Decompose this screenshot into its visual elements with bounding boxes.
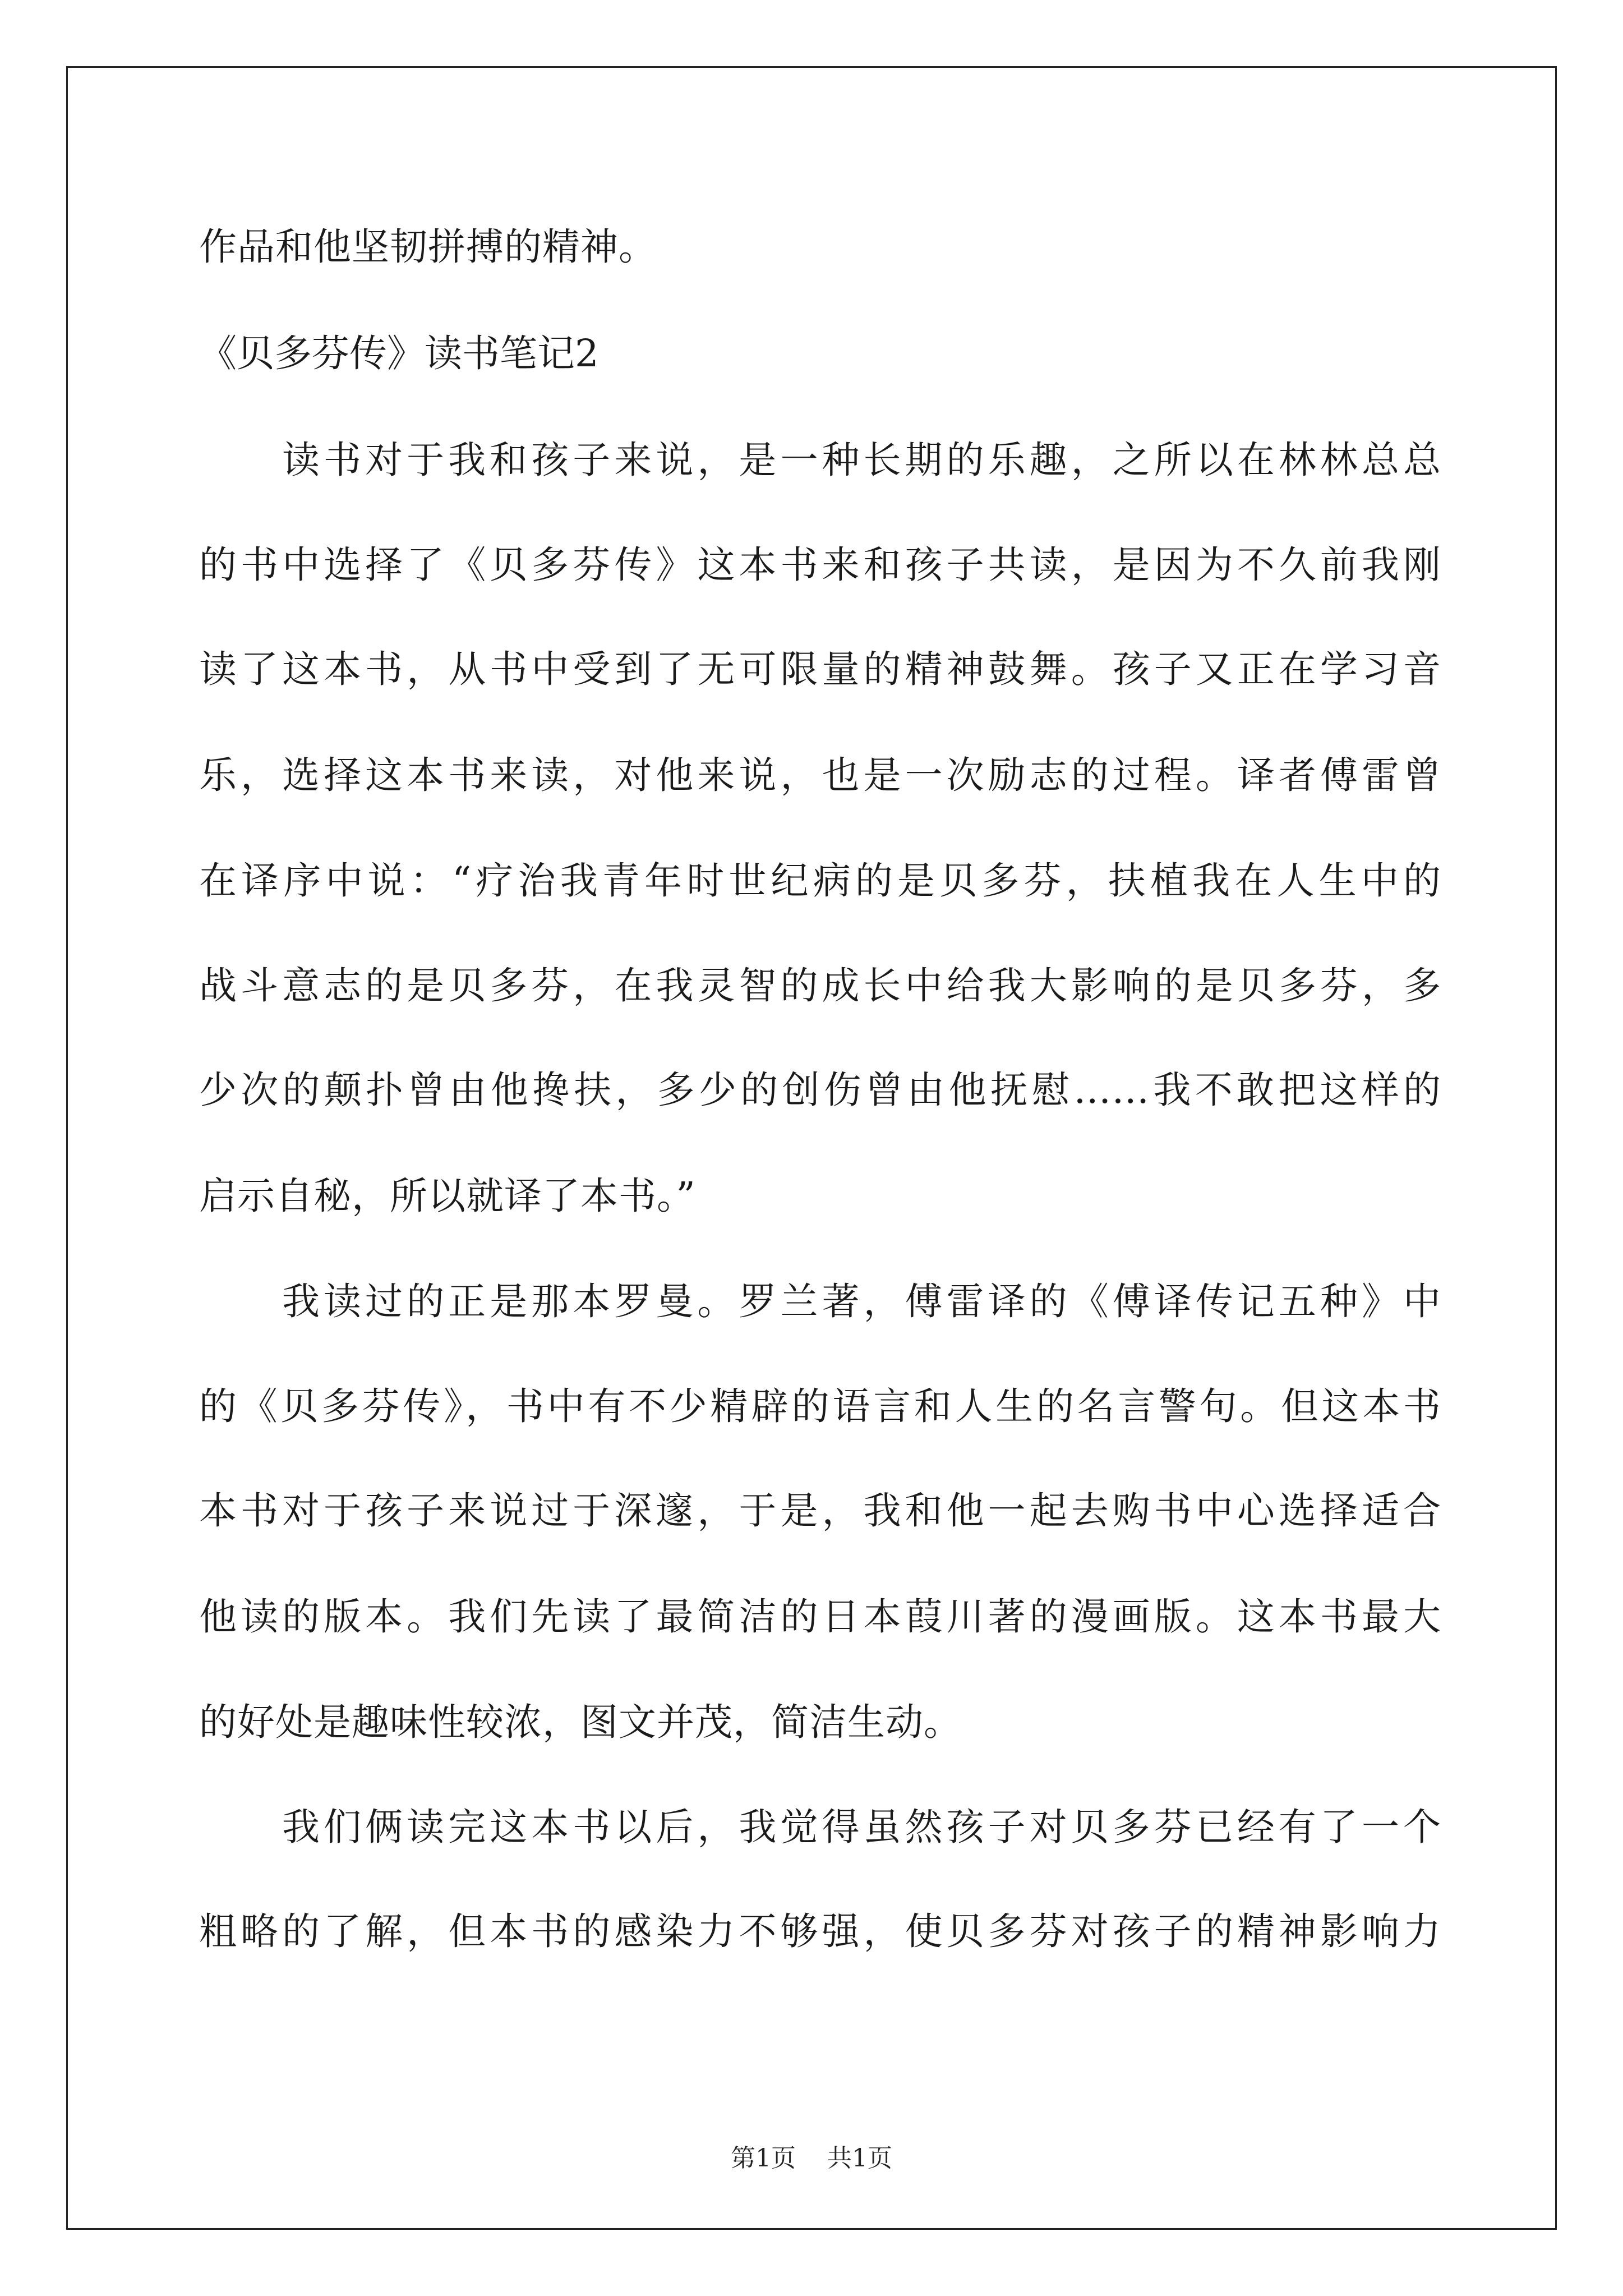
paragraph-3-line: 粗略的了解，但本书的感染力不够强，使贝多芬对孩子的精神影响力 <box>199 1910 1441 1953</box>
paragraph-1-line: 读了这本书，从书中受到了无可限量的精神鼓舞。孩子又正在学习音 <box>199 647 1441 691</box>
paragraph-1-line: 少次的颠扑曾由他搀扶，多少的创伤曾由他抚慰……我不敢把这样的 <box>199 1068 1441 1112</box>
body-line: 作品和他坚韧拼搏的精神。 <box>199 225 657 269</box>
page-number-footer: 第1页 共1页 <box>731 2144 892 2173</box>
paragraph-1-line: 乐，选择这本书来读，对他来说，也是一次励志的过程。译者傅雷曾 <box>199 753 1441 797</box>
paragraph-1-line: 在译序中说：“疗治我青年时世纪病的是贝多芬，扶植我在人生中的 <box>199 859 1441 903</box>
paragraph-1-line: 读书对于我和孩子来说，是一种长期的乐趣，之所以在林林总总 <box>282 438 1441 482</box>
paragraph-1-line: 的书中选择了《贝多芬传》这本书来和孩子共读，是因为不久前我刚 <box>199 543 1441 587</box>
page-border <box>66 66 1557 2230</box>
section-heading: 《贝多芬传》读书笔记2 <box>199 332 599 375</box>
paragraph-2-line: 的好处是趣味性较浓，图文并茂，简洁生动。 <box>199 1700 962 1744</box>
paragraph-2-line: 的《贝多芬传》，书中有不少精辟的语言和人生的名言警句。但这本书 <box>199 1384 1441 1428</box>
paragraph-1-line: 战斗意志的是贝多芬，在我灵智的成长中给我大影响的是贝多芬，多 <box>199 964 1441 1007</box>
paragraph-2-line: 本书对于孩子来说过于深邃，于是，我和他一起去购书中心选择适合 <box>199 1489 1441 1533</box>
paragraph-1-line: 启示自秘，所以就译了本书。” <box>199 1174 696 1218</box>
paragraph-2-line: 我读过的正是那本罗曼。罗兰著，傅雷译的《傅译传记五种》中 <box>282 1280 1441 1323</box>
paragraph-2-line: 他读的版本。我们先读了最简洁的日本葭川著的漫画版。这本书最大 <box>199 1595 1441 1639</box>
paragraph-3-line: 我们俩读完这本书以后，我觉得虽然孩子对贝多芬已经有了一个 <box>282 1805 1441 1849</box>
